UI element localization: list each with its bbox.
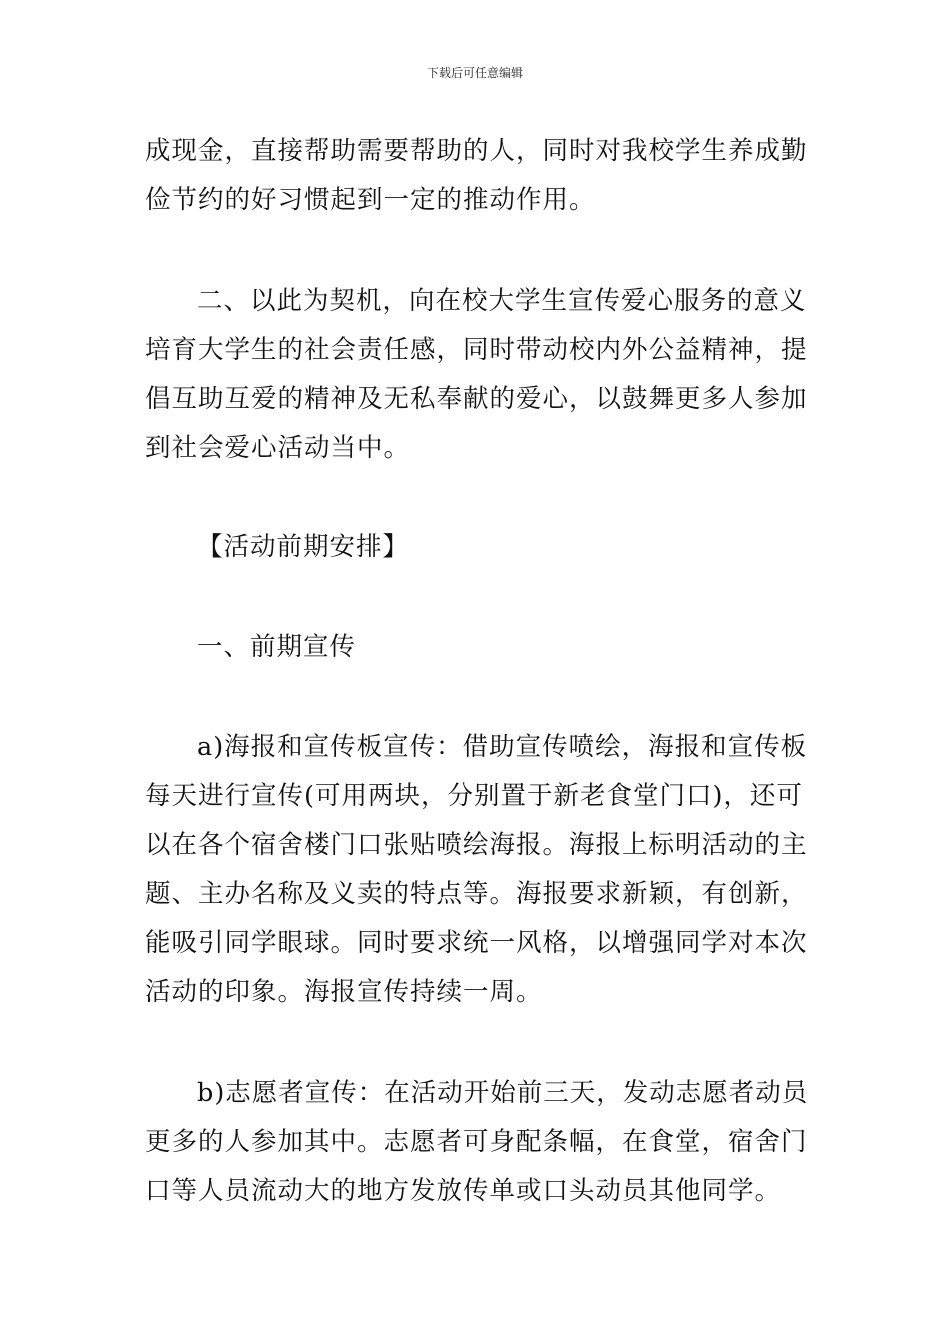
section-heading-activity-arrangement (145, 523, 810, 572)
paragraph-line: 更多的人参加其中。志愿者可身配条幅，在食堂，宿舍门 (145, 1127, 808, 1157)
heading-text: 【活动前期安排】 (197, 532, 410, 562)
paragraph-line: 到社会爱心活动当中。 (145, 433, 411, 463)
paragraph-line: 口等人员流动大的地方发放传单或口头动员其他同学。 (145, 1176, 782, 1206)
paragraph-line: a)海报和宣传板宣传：借助宣传喷绘，海报和宣传板 (197, 732, 808, 762)
subsection-heading-publicity (145, 623, 810, 672)
paragraph-line: 题、主办名称及义卖的特点等。海报要求新颖，有创新， (145, 879, 808, 909)
paragraph-line: 每天进行宣传(可用两块，分别置于新老食堂门口)，还可 (145, 781, 803, 811)
paragraph-2 (145, 277, 810, 473)
page-header: 下载后可任意编辑 (426, 66, 523, 80)
paragraph-1 (145, 127, 810, 225)
paragraph-line: 以在各个宿舍楼门口张贴喷绘海报。海报上标明活动的主 (145, 830, 808, 860)
paragraph-line: 活动的印象。海报宣传持续一周。 (145, 977, 543, 1007)
paragraph-line: 成现金，直接帮助需要帮助的人，同时对我校学生养成勤 (145, 136, 808, 166)
paragraph-line: 俭节约的好习惯起到一定的推动作用。 (145, 185, 596, 215)
paragraph-line: 二、以此为契机，向在校大学生宣传爱心服务的意义 (197, 286, 807, 316)
paragraph-line: 培育大学生的社会责任感，同时带动校内外公益精神，提 (145, 335, 808, 365)
paragraph-volunteer-publicity (145, 1069, 810, 1216)
paragraph-poster-publicity (145, 723, 810, 1017)
paragraph-line: 倡互助互爱的精神及无私奉献的爱心，以鼓舞更多人参加 (145, 384, 808, 414)
paragraph-line: 能吸引同学眼球。同时要求统一风格，以增强同学对本次 (145, 928, 808, 958)
paragraph-line: b)志愿者宣传：在活动开始前三天，发动志愿者动员 (197, 1078, 809, 1108)
heading-text: 一、前期宣传 (197, 632, 357, 662)
